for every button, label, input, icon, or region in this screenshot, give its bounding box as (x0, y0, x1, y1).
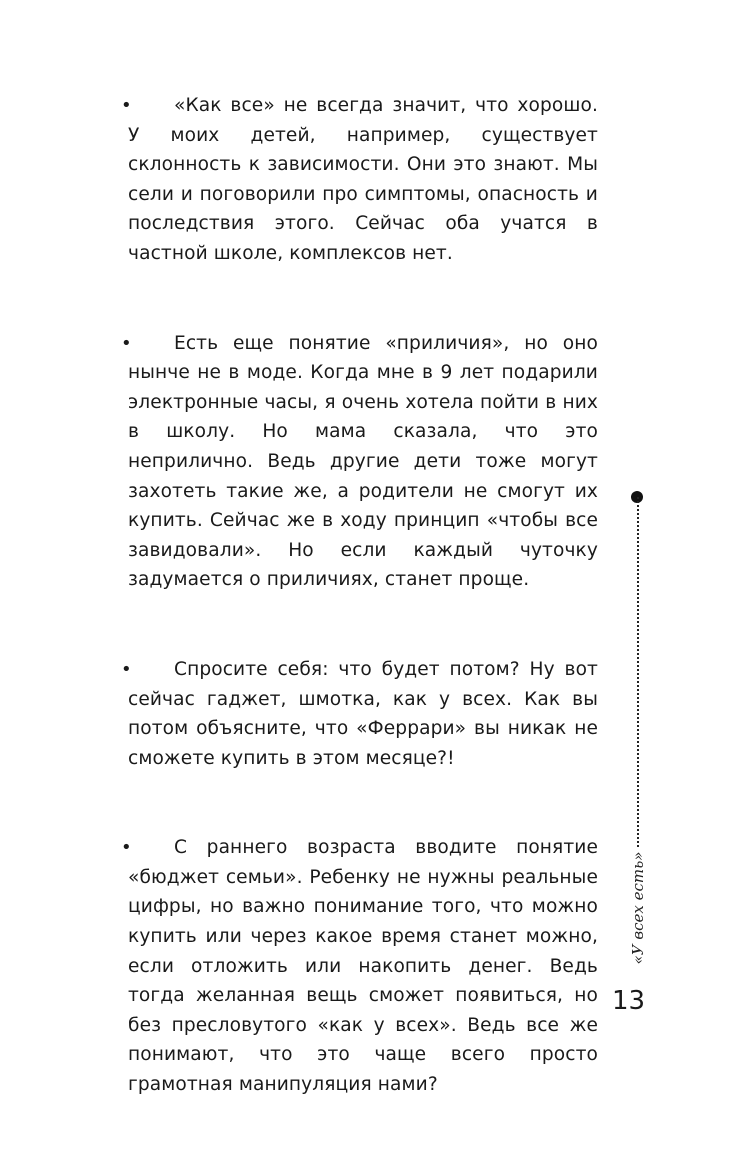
paragraph-text: С раннего возраста вводите понятие «бюджет семьи». Ребенку не нужны реальные цифры, но важно понимание того, что можно купить или через какое время станет можно, если отложить или накопить денег. Ведь тогда желанная вещь сможет появиться, но без пресловутого «как у всех». Ведь все же понимают, что это чаще всего просто грамотная манипуляция нами? (128, 837, 598, 1096)
paragraph-text: Есть еще понятие «приличия», но оно нынче не в моде. Когда мне в 9 лет подарили электронные часы, я очень хотела пойти в них в школу. Но мама сказала, что это неприлично. Ведь другие дети тоже могут захотеть такие же, а родители не смогут их купить. Сейчас же в ходу принцип «чтобы все завидовали». Но если каждый чуточку задумается о приличиях, станет проще. (128, 332, 598, 591)
paragraph-text: «Как все» не всегда значит, что хорошо. У моих детей, например, существует склонность к зависимости. Они это знают. Мы сели и поговорили про симптомы, опасность и последствия этого. Сейчас оба учатся в частной школе, комплексов нет. (128, 95, 598, 264)
bullet-paragraph (121, 833, 598, 1099)
bullet-paragraph (121, 91, 598, 269)
bullet-icon: • (121, 332, 132, 354)
running-title: «У всех есть» (629, 851, 647, 965)
bullet-paragraph (121, 329, 598, 595)
page-number: 13 (612, 986, 646, 1016)
bullet-icon: • (121, 837, 132, 859)
paragraph-text: Спросите себя: что будет потом? Ну вот сейчас гаджет, шмотка, как у всех. Как вы потом объясните, что «Феррари» вы никак не сможете купить в этом месяце?! (128, 658, 598, 769)
page-body (121, 91, 598, 1160)
bullet-paragraph (121, 655, 598, 773)
margin-dotted-rule (637, 497, 639, 847)
bullet-icon: • (121, 658, 132, 680)
bullet-icon: • (121, 95, 132, 116)
